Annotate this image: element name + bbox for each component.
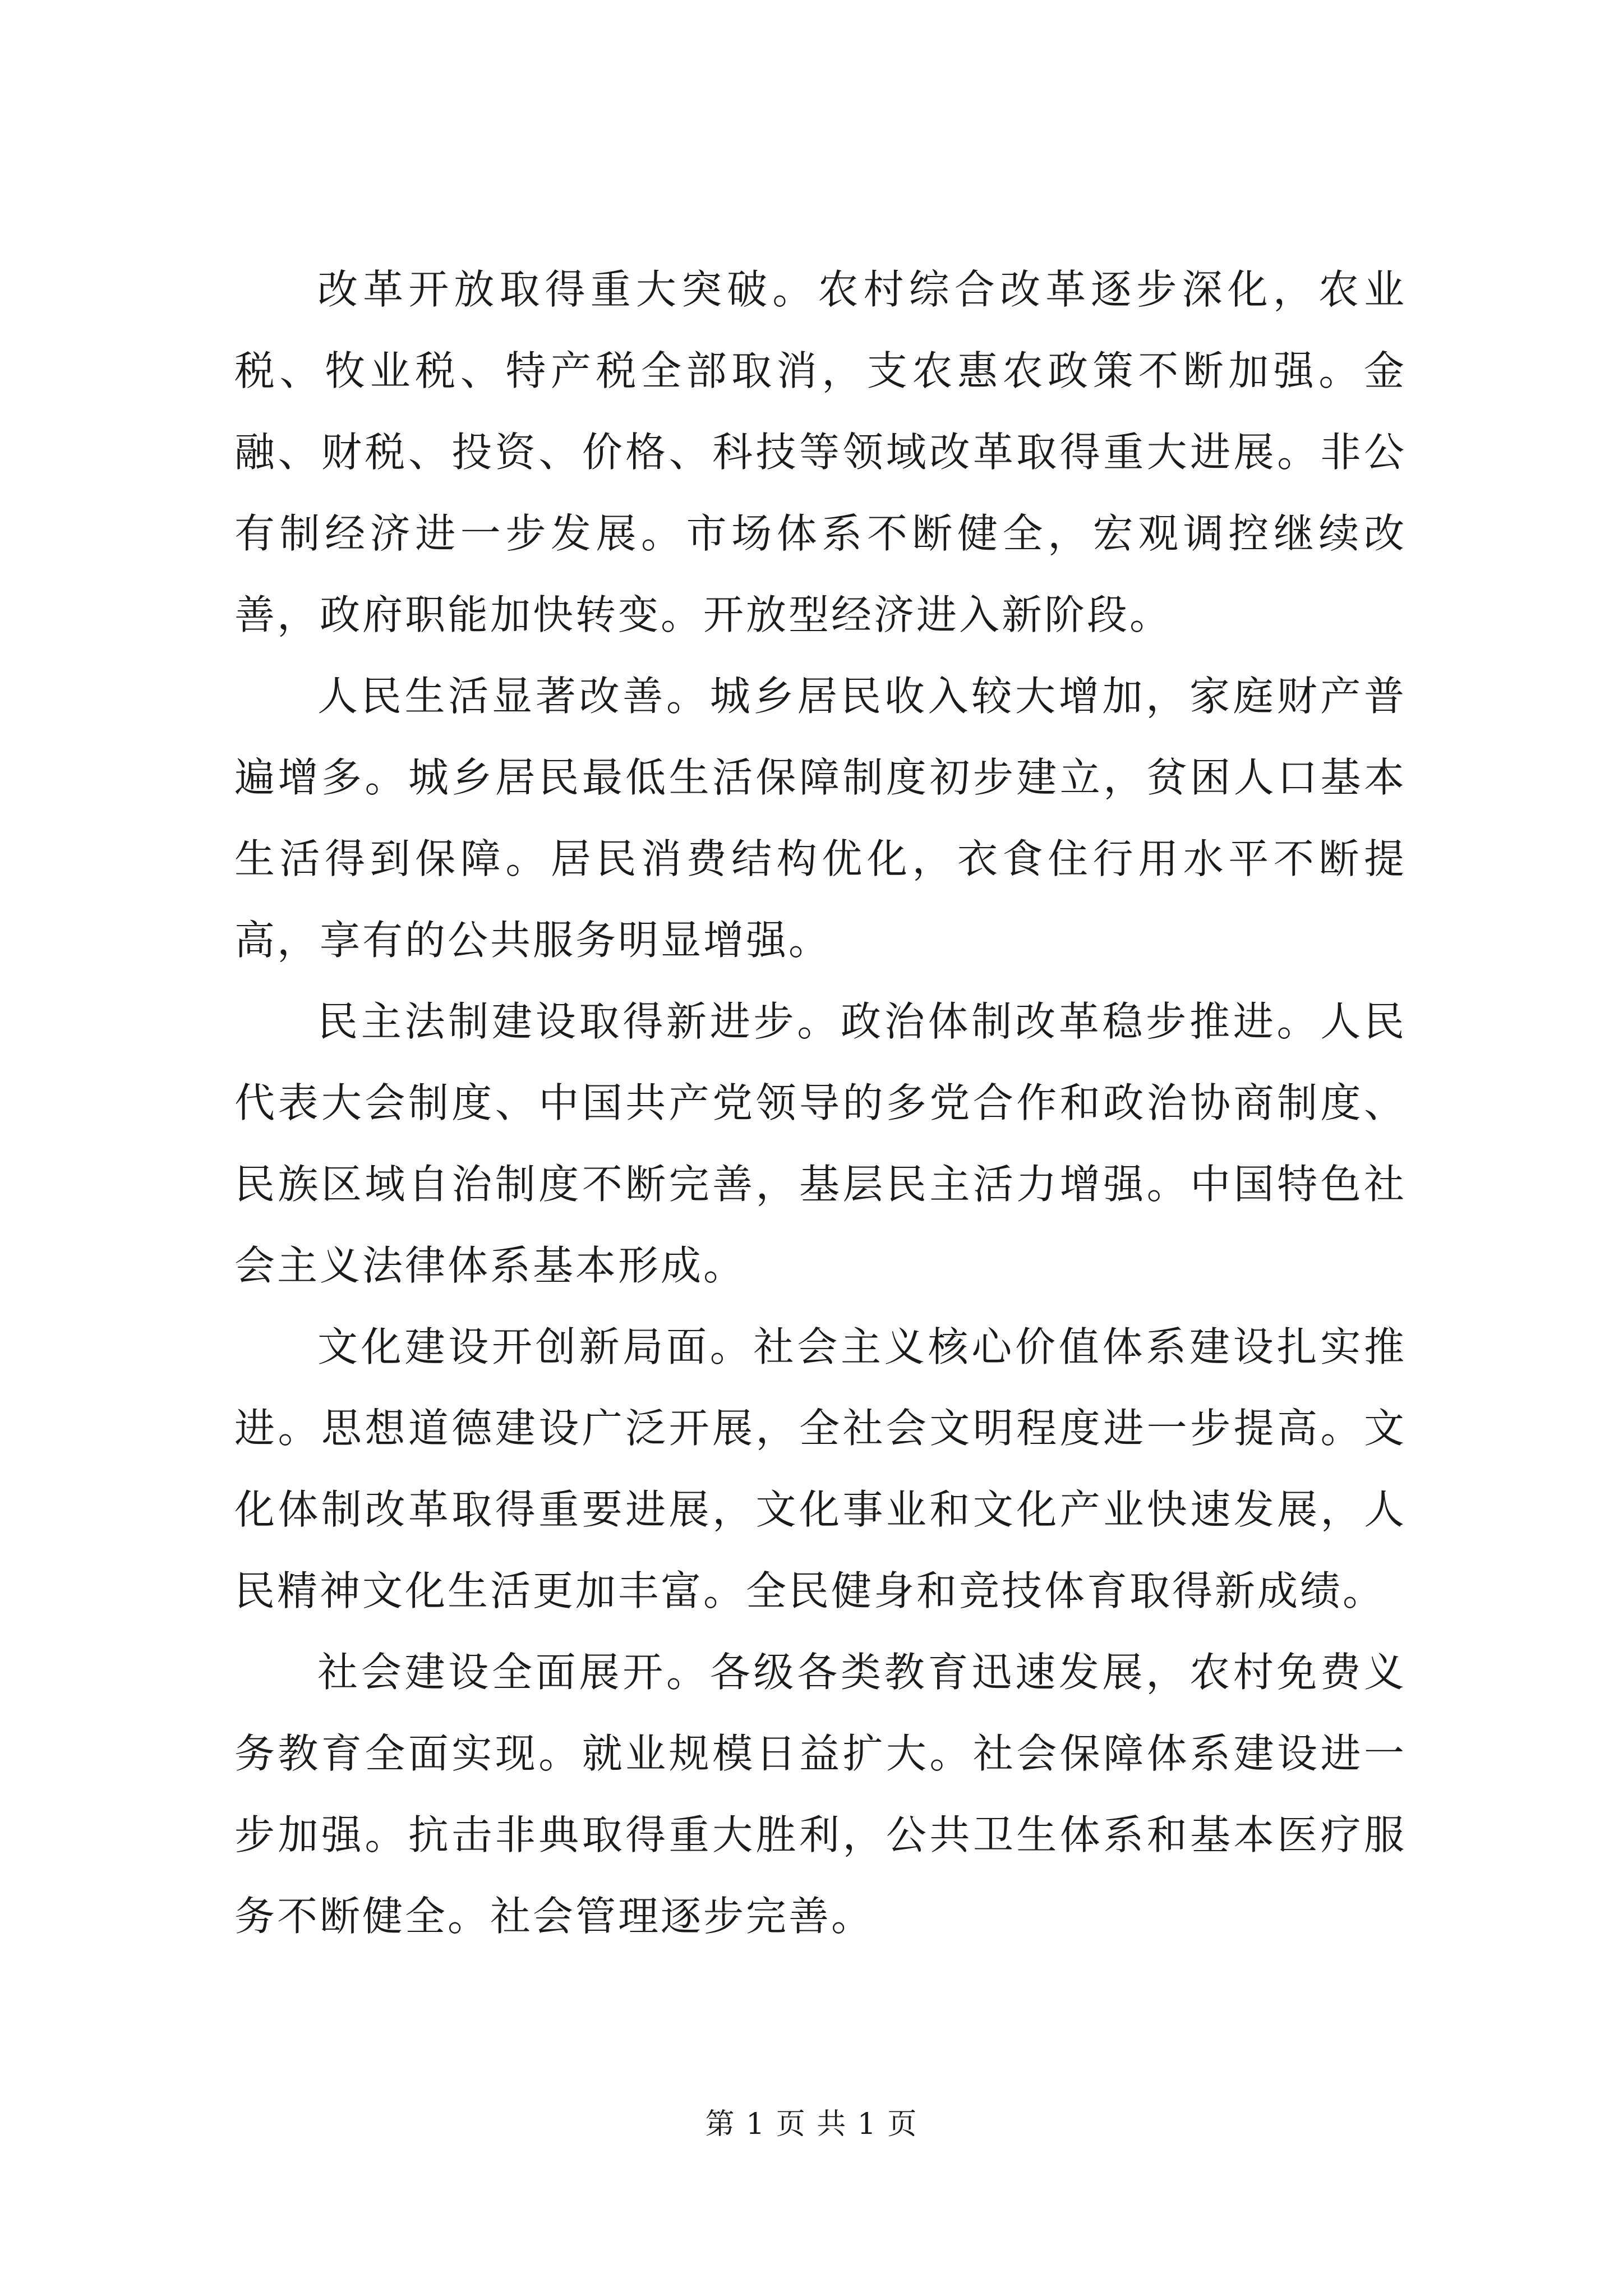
paragraph-reform-opening: 改革开放取得重大突破。农村综合改革逐步深化，农业税、牧业税、特产税全部取消，支农惠农政策不断加强。金融、财税、投资、价格、科技等领域改革取得重大进展。非公有制经济进一步发展。市场体系不断健全，宏观调控继续改善，政府职能加快转变。开放型经济进入新阶段。 [234,266,1407,638]
paragraph-social-development: 社会建设全面展开。各级各类教育迅速发展，农村免费义务教育全面实现。就业规模日益扩大。社会保障体系建设进一步加强。抗击非典取得重大胜利，公共卫生体系和基本医疗服务不断健全。社会管理逐步完善。 [234,1649,1407,1940]
page-number-footer: 第 1 页 共 1 页 [705,2108,918,2141]
paragraph-living-standards: 人民生活显著改善。城乡居民收入较大增加，家庭财产普遍增多。城乡居民最低生活保障制度初步建立，贫困人口基本生活得到保障。居民消费结构优化，衣食住行用水平不断提高，享有的公共服务明显增强。 [234,673,1407,964]
paragraph-culture: 文化建设开创新局面。社会主义核心价值体系建设扎实推进。思想道德建设广泛开展，全社会文明程度进一步提高。文化体制改革取得重要进展，文化事业和文化产业快速发展，人民精神文化生活更加丰富。全民健身和竞技体育取得新成绩。 [234,1323,1407,1614]
document-body [234,249,1407,1957]
paragraph-democracy-law: 民主法制建设取得新进步。政治体制改革稳步推进。人民代表大会制度、中国共产党领导的多党合作和政治协商制度、民族区域自治制度不断完善，基层民主活力增强。中国特色社会主义法律体系基本形成。 [234,998,1407,1289]
